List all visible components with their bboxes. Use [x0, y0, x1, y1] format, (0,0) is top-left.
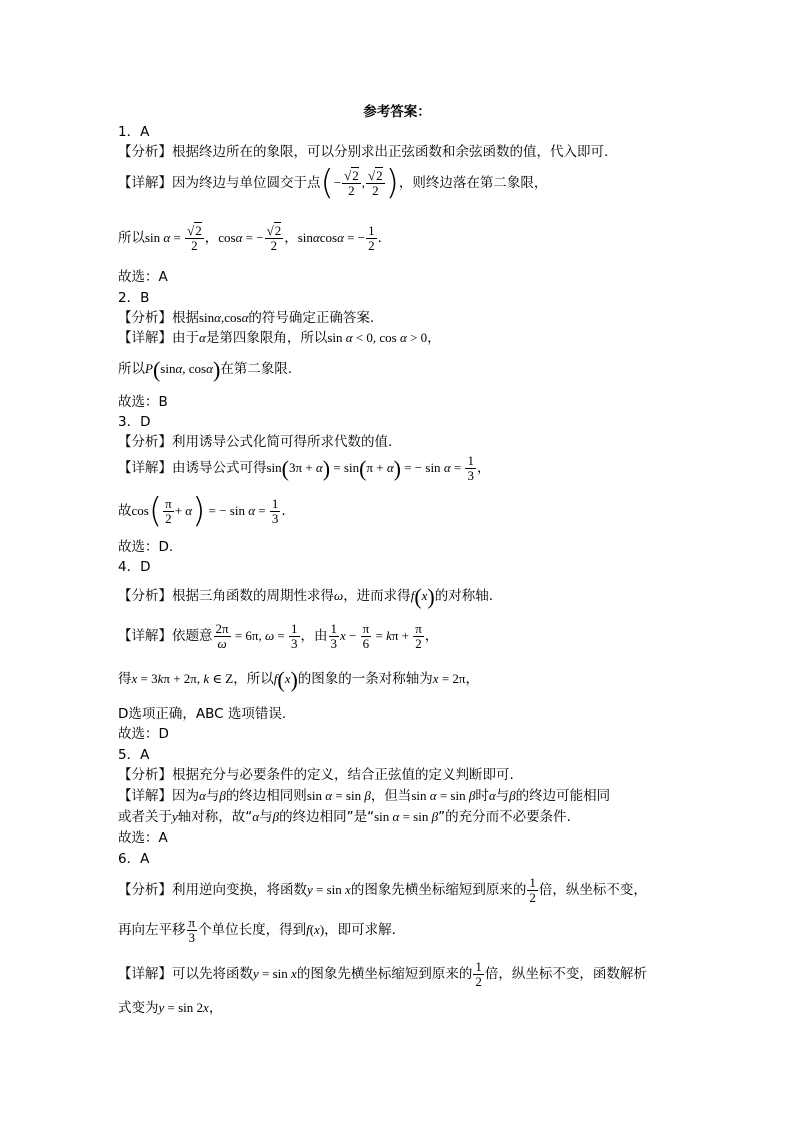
q6-number: 6．A	[118, 851, 150, 867]
q5-analysis: 【分析】根据充分与必要条件的定义，结合正弦值的定义判断即可.	[118, 767, 514, 783]
q3-therefore: 故cos( $\frac{\pi}{2}$ + α) = − sin α = $\frac{1}{3}$ .	[118, 491, 286, 531]
q1-values: 所以sin α = $\frac{√2}{2}$ ，cosα = − $\frac{√2}{2}$ ，sinαcosα = − $\frac{1}{2}$ .	[118, 223, 382, 253]
q3-analysis: 【分析】利用诱导公式化简可得所求代数的值.	[118, 434, 393, 450]
q2-number: 2．B	[118, 290, 150, 306]
q5-detail-2: 或者关于y轴对称，故“α与β的终边相同”是“sin α = sin β”的充分而不必要条件.	[118, 809, 571, 825]
q4-answer: 故选：D	[118, 726, 169, 742]
q2-analysis: 【分析】根据sinα,cosα的符号确定正确答案.	[118, 310, 375, 326]
q3-answer: 故选：D.	[118, 539, 174, 555]
q5-number: 5．A	[118, 747, 150, 763]
q4-analysis: 【分析】根据三角函数的周期性求得ω，进而求得f(x)的对称轴.	[118, 584, 494, 610]
q1-analysis: 【分析】根据终边所在的象限，可以分别求出正弦函数和余弦函数的值，代入即可.	[118, 144, 609, 160]
q4-detail: 【详解】依题意 $\frac{2\pi}{\omega}$ = 6π, ω = $\frac{1}{3}$ ，由 $\frac{1}{3}$ x − $\frac{\pi}{6}$ = kπ + $\frac{\pi}{2}$ ，	[118, 621, 439, 651]
q6-detail-2: 式变为y = sin 2x，	[118, 1000, 223, 1016]
q3-detail: 【详解】由诱导公式可得sin(3π + α) = sin(π + α) = − sin α = $\frac{1}{3}$ ，	[118, 453, 491, 483]
q6-detail-1: 【详解】可以先将函数y = sin x的图象先横坐标缩短到原来的 $\frac{1}{2}$ 倍，纵坐标不变，函数解析	[118, 959, 647, 989]
q1-detail: 【详解】因为终边与单位圆交于点(− $\frac{√2}{2}$ , $\frac{√2}{2}$ )，则终边落在第二象限，	[118, 163, 548, 203]
q4-axis: 得x = 3kπ + 2π, k ∈ Z，所以f(x)的图象的一条对称轴为x = 2π，	[118, 667, 479, 693]
page-title: 参考答案：	[363, 104, 431, 120]
q3-number: 3．D	[118, 414, 151, 430]
q1-answer: 故选：A	[118, 269, 168, 285]
q4-number: 4．D	[118, 559, 151, 575]
q1-number: 1．A	[118, 124, 150, 140]
q6-analysis-1: 【分析】利用逆向变换，将函数y = sin x的图象先横坐标缩短到原来的 $\frac{1}{2}$ 倍，纵坐标不变，	[118, 875, 647, 905]
q4-conclusion: D选项正确，ABC 选项错误.	[118, 706, 287, 722]
q6-analysis-2: 再向左平移 $\frac{\pi}{3}$ 个单位长度，得到f(x)，即可求解.	[118, 915, 396, 945]
q2-point: 所以P(sinα, cosα)在第二象限.	[118, 357, 293, 383]
q5-detail-1: 【详解】因为α与β的终边相同则sin α = sin β，但当sin α = sin β时α与β的终边可能相同	[118, 788, 611, 804]
q2-answer: 故选：B	[118, 394, 168, 410]
q2-detail: 【详解】由于α是第四象限角，所以sin α < 0, cos α > 0，	[118, 330, 441, 346]
q5-answer: 故选：A	[118, 830, 168, 846]
